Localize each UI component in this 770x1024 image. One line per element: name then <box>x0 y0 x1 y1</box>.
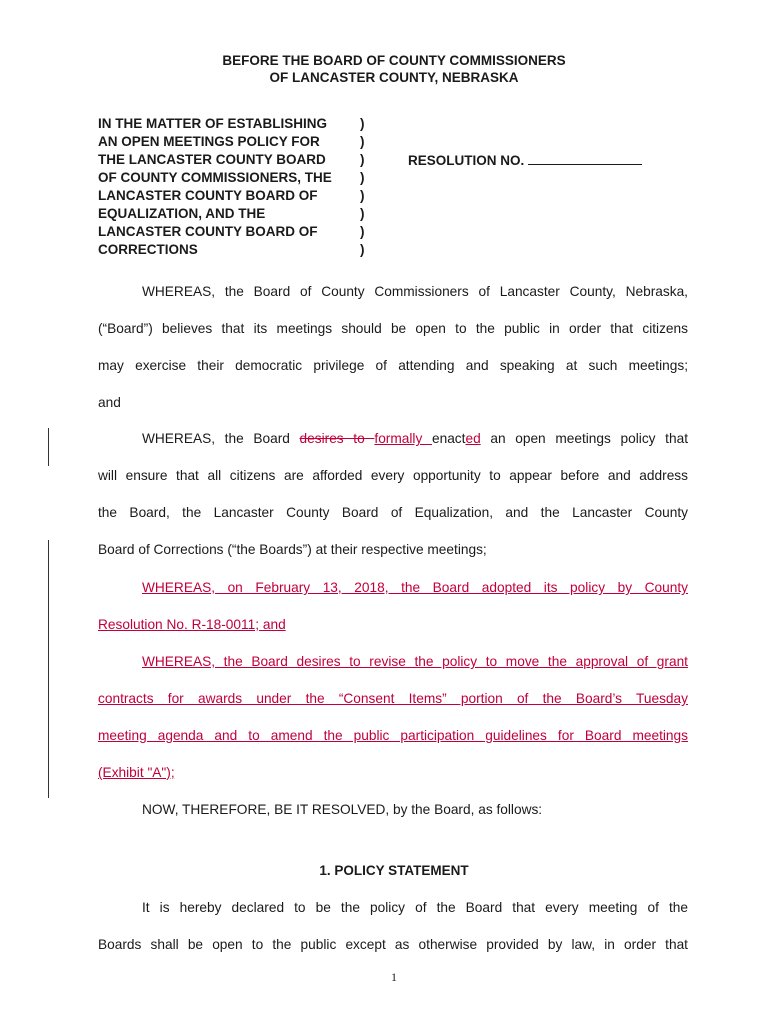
paragraph-line: WHEREAS, the Board of County Commissioners of Lancaster County, Nebraska, <box>142 284 688 299</box>
caption-line: AN OPEN MEETINGS POLICY FOR <box>98 134 320 149</box>
caption-paren: ) <box>360 134 365 149</box>
deleted-text: desires to <box>299 431 375 446</box>
caption-row <box>98 241 383 259</box>
paragraph-line: and <box>98 395 121 410</box>
inserted-text: formally <box>374 431 432 446</box>
paragraph-line: (“Board”) believes that its meetings should be open to the public in order that citizens <box>98 321 688 336</box>
whereas-paragraph-1 <box>98 273 688 421</box>
caption-line: CORRECTIONS <box>98 242 198 257</box>
paragraph-line: WHEREAS, the Board desires to revise the policy to move the approval of grant <box>142 654 688 669</box>
paragraph-line: will ensure that all citizens are afforded every opportunity to appear before and address <box>98 468 688 483</box>
caption-line: OF COUNTY COMMISSIONERS, THE <box>98 170 332 185</box>
paragraph-line: may exercise their democratic privilege of attending and speaking at such meetings; <box>98 358 688 373</box>
text-run: WHEREAS, the Board <box>142 431 300 446</box>
caption-row <box>98 169 383 187</box>
caption-line: THE LANCASTER COUNTY BOARD <box>98 152 326 167</box>
caption-row <box>98 223 383 241</box>
revision-change-bar <box>48 428 49 466</box>
caption-line: IN THE MATTER OF ESTABLISHING <box>98 116 327 131</box>
paragraph-line: Board of Corrections (“the Boards”) at their respective meetings; <box>98 542 487 557</box>
caption-paren: ) <box>360 116 365 131</box>
whereas-paragraph-3 <box>98 569 688 643</box>
caption-paren: ) <box>360 188 365 203</box>
paragraph-line: Boards shall be open to the public except as otherwise provided by law, in order that <box>98 937 688 952</box>
resolved-clause <box>98 791 688 828</box>
paragraph-line: It is hereby declared to be the policy of the Board that every meeting of the <box>142 900 688 915</box>
whereas-paragraph-4 <box>98 643 688 791</box>
caption-paren: ) <box>360 224 365 239</box>
paragraph-line <box>98 420 688 457</box>
case-caption <box>98 115 383 259</box>
section-heading: 1. POLICY STATEMENT <box>319 863 469 878</box>
caption-line: LANCASTER COUNTY BOARD OF <box>98 224 318 239</box>
caption-paren: ) <box>360 170 365 185</box>
caption-paren: ) <box>360 206 365 221</box>
paragraph-line: (Exhibit "A"); <box>98 765 175 780</box>
caption-row <box>98 133 383 151</box>
caption-row <box>98 205 383 223</box>
text-run: enact <box>431 431 466 446</box>
inserted-text: ed <box>465 431 481 446</box>
whereas-paragraph-2 <box>98 420 688 568</box>
page-number: 1 <box>391 970 397 984</box>
resolution-number <box>408 151 642 170</box>
caption-paren: ) <box>360 152 365 167</box>
policy-statement-paragraph <box>98 889 688 963</box>
document-title-line-1: BEFORE THE BOARD OF COUNTY COMMISSIONERS <box>222 53 566 68</box>
paragraph-line: Resolution No. R-18-0011; and <box>98 617 286 632</box>
caption-line: LANCASTER COUNTY BOARD OF <box>98 188 318 203</box>
paragraph-line: the Board, the Lancaster County Board of Equalization, and the Lancaster County <box>98 505 688 520</box>
resolution-label: RESOLUTION NO. <box>408 153 525 168</box>
paragraph-line: contracts for awards under the “Consent Items” portion of the Board’s Tuesday <box>98 691 688 706</box>
text-run: an open meetings policy that <box>480 431 688 446</box>
paragraph-line: meeting agenda and to amend the public participation guidelines for Board meetings <box>98 728 688 743</box>
document-title-line-2: OF LANCASTER COUNTY, NEBRASKA <box>269 70 519 85</box>
caption-paren: ) <box>360 242 365 257</box>
caption-line: EQUALIZATION, AND THE <box>98 206 266 221</box>
paragraph-line: NOW, THEREFORE, BE IT RESOLVED, by the Board, as follows: <box>142 802 543 817</box>
resolution-number-blank <box>528 151 642 165</box>
revision-change-bar <box>48 540 49 798</box>
caption-row <box>98 187 383 205</box>
paragraph-line: WHEREAS, on February 13, 2018, the Board adopted its policy by County <box>142 580 688 595</box>
caption-row <box>98 115 383 133</box>
caption-row <box>98 151 383 169</box>
